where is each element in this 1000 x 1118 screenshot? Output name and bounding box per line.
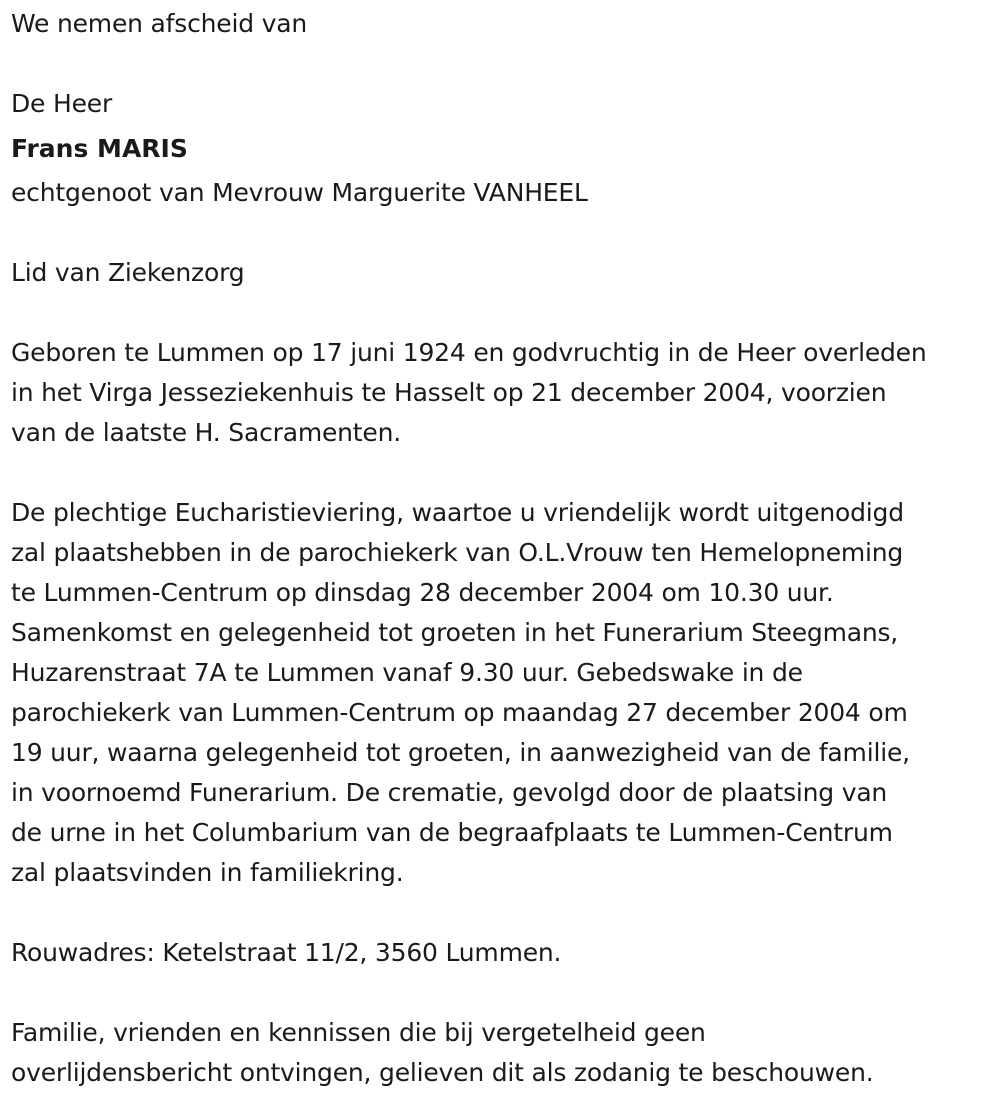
paragraph-line: Samenkomst en gelegenheid tot groeten in het Funerarium Steegmans,	[11, 618, 899, 647]
paragraph-line: zal plaatshebben in de parochiekerk van O.L.Vrouw ten Hemelopneming	[11, 538, 904, 567]
intro-line: We nemen afscheid van	[11, 9, 307, 38]
ceremony-paragraph	[11, 493, 996, 893]
paragraph-line: van de laatste H. Sacramenten.	[11, 418, 401, 447]
spouse-line: echtgenoot van Mevrouw Marguerite VANHEEL	[11, 178, 588, 207]
mourning-address: Rouwadres: Ketelstraat 11/2, 3560 Lummen.	[11, 938, 562, 967]
spacer	[11, 44, 996, 84]
paragraph-line: in voornoemd Funerarium. De crematie, gevolgd door de plaatsing van	[11, 778, 888, 807]
spacer	[11, 973, 996, 1013]
paragraph-line: zal plaatsvinden in familiekring.	[11, 858, 404, 887]
paragraph-line: Familie, vrienden en kennissen die bij vergetelheid geen	[11, 1018, 706, 1047]
spacer	[11, 453, 996, 493]
paragraph-line: in het Virga Jesseziekenhuis te Hasselt op 21 december 2004, voorzien	[11, 378, 887, 407]
closing-paragraph	[11, 1013, 996, 1093]
deceased-name: Frans MARIS	[11, 134, 188, 163]
paragraph-line: te Lummen-Centrum op dinsdag 28 december 2004 om 10.30 uur.	[11, 578, 834, 607]
paragraph-line: parochiekerk van Lummen-Centrum op maandag 27 december 2004 om	[11, 698, 908, 727]
obituary-notice	[11, 4, 996, 1093]
birth-death-paragraph	[11, 333, 996, 453]
spacer	[11, 213, 996, 253]
paragraph-line: Huzarenstraat 7A te Lummen vanaf 9.30 uur. Gebedswake in de	[11, 658, 803, 687]
paragraph-line: overlijdensbericht ontvingen, gelieven dit als zodanig te beschouwen.	[11, 1058, 874, 1087]
paragraph-line: De plechtige Eucharistieviering, waartoe u vriendelijk wordt uitgenodigd	[11, 498, 904, 527]
membership-line: Lid van Ziekenzorg	[11, 258, 245, 287]
paragraph-line: Geboren te Lummen op 17 juni 1924 en godvruchtig in de Heer overleden	[11, 338, 927, 367]
paragraph-line: de urne in het Columbarium van de begraafplaats te Lummen-Centrum	[11, 818, 893, 847]
spacer	[11, 893, 996, 933]
paragraph-line: 19 uur, waarna gelegenheid tot groeten, in aanwezigheid van de familie,	[11, 738, 910, 767]
spacer	[11, 293, 996, 333]
honorific: De Heer	[11, 89, 113, 118]
